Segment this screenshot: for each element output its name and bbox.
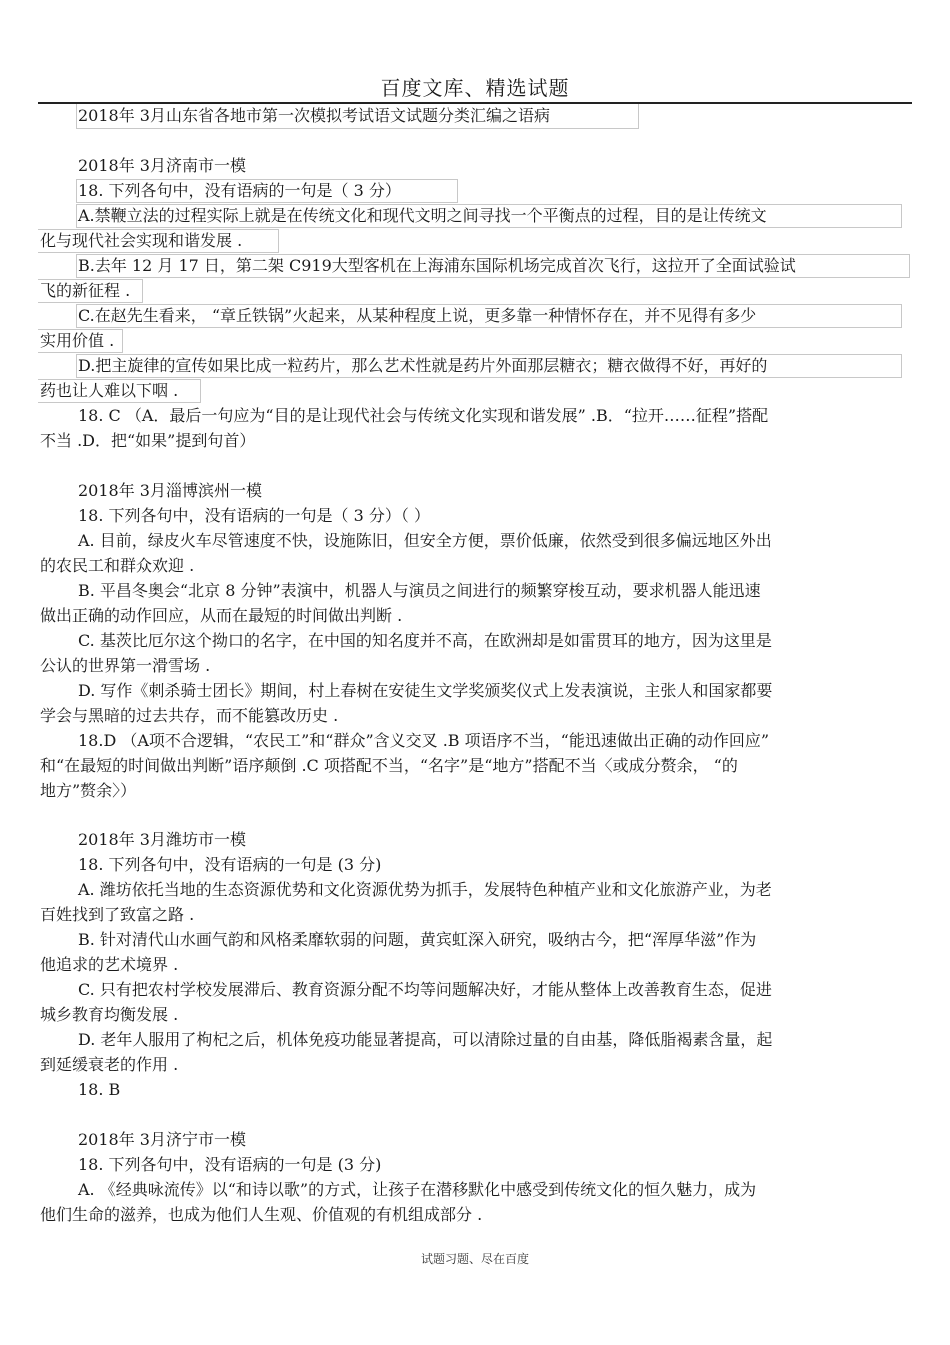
question-prompt: 18. 下列各句中，没有语病的一句是（ 3 分） xyxy=(78,181,401,200)
option-c-line-1: C. 基茨比厄尔这个拗口的名字，在中国的知名度并不高，在欧洲却是如雷贯耳的地方，因为这里是 xyxy=(78,631,772,650)
option-a-line-2: 百姓找到了致富之路 . xyxy=(40,905,195,924)
option-d-line-1: D. 老年人服用了枸杞之后，机体免疫功能显著提高，可以清除过量的自由基，降低脂褐素含量，起 xyxy=(78,1030,773,1049)
option-a-line-1: A. 潍坊依托当地的生态资源优势和文化资源优势为抓手，发展特色种植产业和文化旅游产业，为老 xyxy=(78,880,772,899)
option-d-line-2: 学会与黑暗的过去共存，而不能篡改历史 . xyxy=(40,706,339,725)
answer-line-1: 18. B xyxy=(78,1080,121,1099)
option-b-line-1: B.去年 12 月 17 日，第二架 C919大型客机在上海浦东国际机场完成首次飞行，这拉开了全面试验试 xyxy=(78,256,796,275)
option-c-line-2: 城乡教育均衡发展 . xyxy=(40,1005,179,1024)
option-c-line-2: 公认的世界第一滑雪场 . xyxy=(40,656,211,675)
document-title: 2018年 3月山东省各地市第一次模拟考试语文试题分类汇编之语病 xyxy=(78,106,550,125)
answer-line-1: 18.D （A项不合逻辑，“农民工”和“群众”含义交叉 .B 项语序不当，“能迅速做出正确的动作回应” xyxy=(78,731,770,750)
section-heading: 2018年 3月潍坊市一模 xyxy=(78,830,246,849)
option-b-line-2: 做出正确的动作回应，从而在最短的时间做出判断 . xyxy=(40,606,403,625)
page-footer: 试题习题、尽在百度 xyxy=(420,1252,529,1266)
option-d-line-1: D. 写作《刺杀骑士团长》期间，村上春树在安徒生文学奖颁奖仪式上发表演说，主张人和国家都要 xyxy=(78,681,773,700)
option-d-line-1: D.把主旋律的宣传如果比成一粒药片，那么艺术性就是药片外面那层糖衣；糖衣做得不好，再好的 xyxy=(78,356,768,375)
option-c-line-1: C. 只有把农村学校发展滞后、教育资源分配不均等问题解决好，才能从整体上改善教育生态，促进 xyxy=(78,980,772,999)
section-heading: 2018年 3月济宁市一模 xyxy=(78,1130,246,1149)
option-c-line-2: 实用价值 . xyxy=(40,331,115,350)
question-prompt: 18. 下列各句中，没有语病的一句是 (3 分) xyxy=(78,855,382,874)
option-a-line-2: 他们生命的滋养，也成为他们人生观、价值观的有机组成部分 . xyxy=(40,1205,483,1224)
option-a-line-1: A.禁鞭立法的过程实际上就是在传统文化和现代文明之间寻找一个平衡点的过程，目的是让传统文 xyxy=(78,206,767,225)
question-prompt: 18. 下列各句中，没有语病的一句是 (3 分) xyxy=(78,1155,382,1174)
answer-line-1: 18. C （A．最后一句应为“目的是让现代社会与传统文化实现和谐发展” .B．“拉开……征程”搭配 xyxy=(78,406,769,425)
option-b-line-1: B. 针对清代山水画气韵和风格柔靡软弱的问题，黄宾虹深入研究，吸纳古今，把“浑厚华滋”作为 xyxy=(78,930,757,949)
option-a-line-1: A. 《经典咏流传》以“和诗以歌”的方式，让孩子在潜移默化中感受到传统文化的恒久魅力，成为 xyxy=(78,1180,757,1199)
option-a-line-2: 化与现代社会实现和谐发展 . xyxy=(40,231,243,250)
answer-line-3: 地方”赘余〉） xyxy=(40,781,137,800)
option-c-line-1: C.在赵先生看来， “章丘铁锅”火起来，从某种程度上说，更多靠一种情怀存在，并不见得有多少 xyxy=(78,306,757,325)
option-d-line-2: 到延缓衰老的作用 . xyxy=(40,1055,179,1074)
page-header: 百度文库、精选试题 xyxy=(380,76,570,100)
section-heading: 2018年 3月淄博滨州一模 xyxy=(78,481,262,500)
option-b-line-1: B. 平昌冬奥会“北京 8 分钟”表演中，机器人与演员之间进行的频繁穿梭互动，要求机器人能迅速 xyxy=(78,581,761,600)
option-a-line-2: 的农民工和群众欢迎 . xyxy=(40,556,195,575)
option-b-line-2: 他追求的艺术境界 . xyxy=(40,955,179,974)
answer-line-2: 不当 .D．把“如果”提到句首） xyxy=(40,431,256,450)
option-b-line-2: 飞的新征程 . xyxy=(40,281,131,300)
option-a-line-1: A. 目前，绿皮火车尽管速度不快，设施陈旧，但安全方便，票价低廉，依然受到很多偏远地区外出 xyxy=(78,531,772,550)
option-d-line-2: 药也让人难以下咽 . xyxy=(40,381,179,400)
section-heading: 2018年 3月济南市一模 xyxy=(78,156,246,175)
question-prompt: 18. 下列各句中，没有语病的一句是（ 3 分）（ ） xyxy=(78,506,430,525)
answer-line-2: 和“在最短的时间做出判断”语序颠倒 .C 项搭配不当，“名字”是“地方”搭配不当〈或成分赘余， “的 xyxy=(40,756,738,775)
